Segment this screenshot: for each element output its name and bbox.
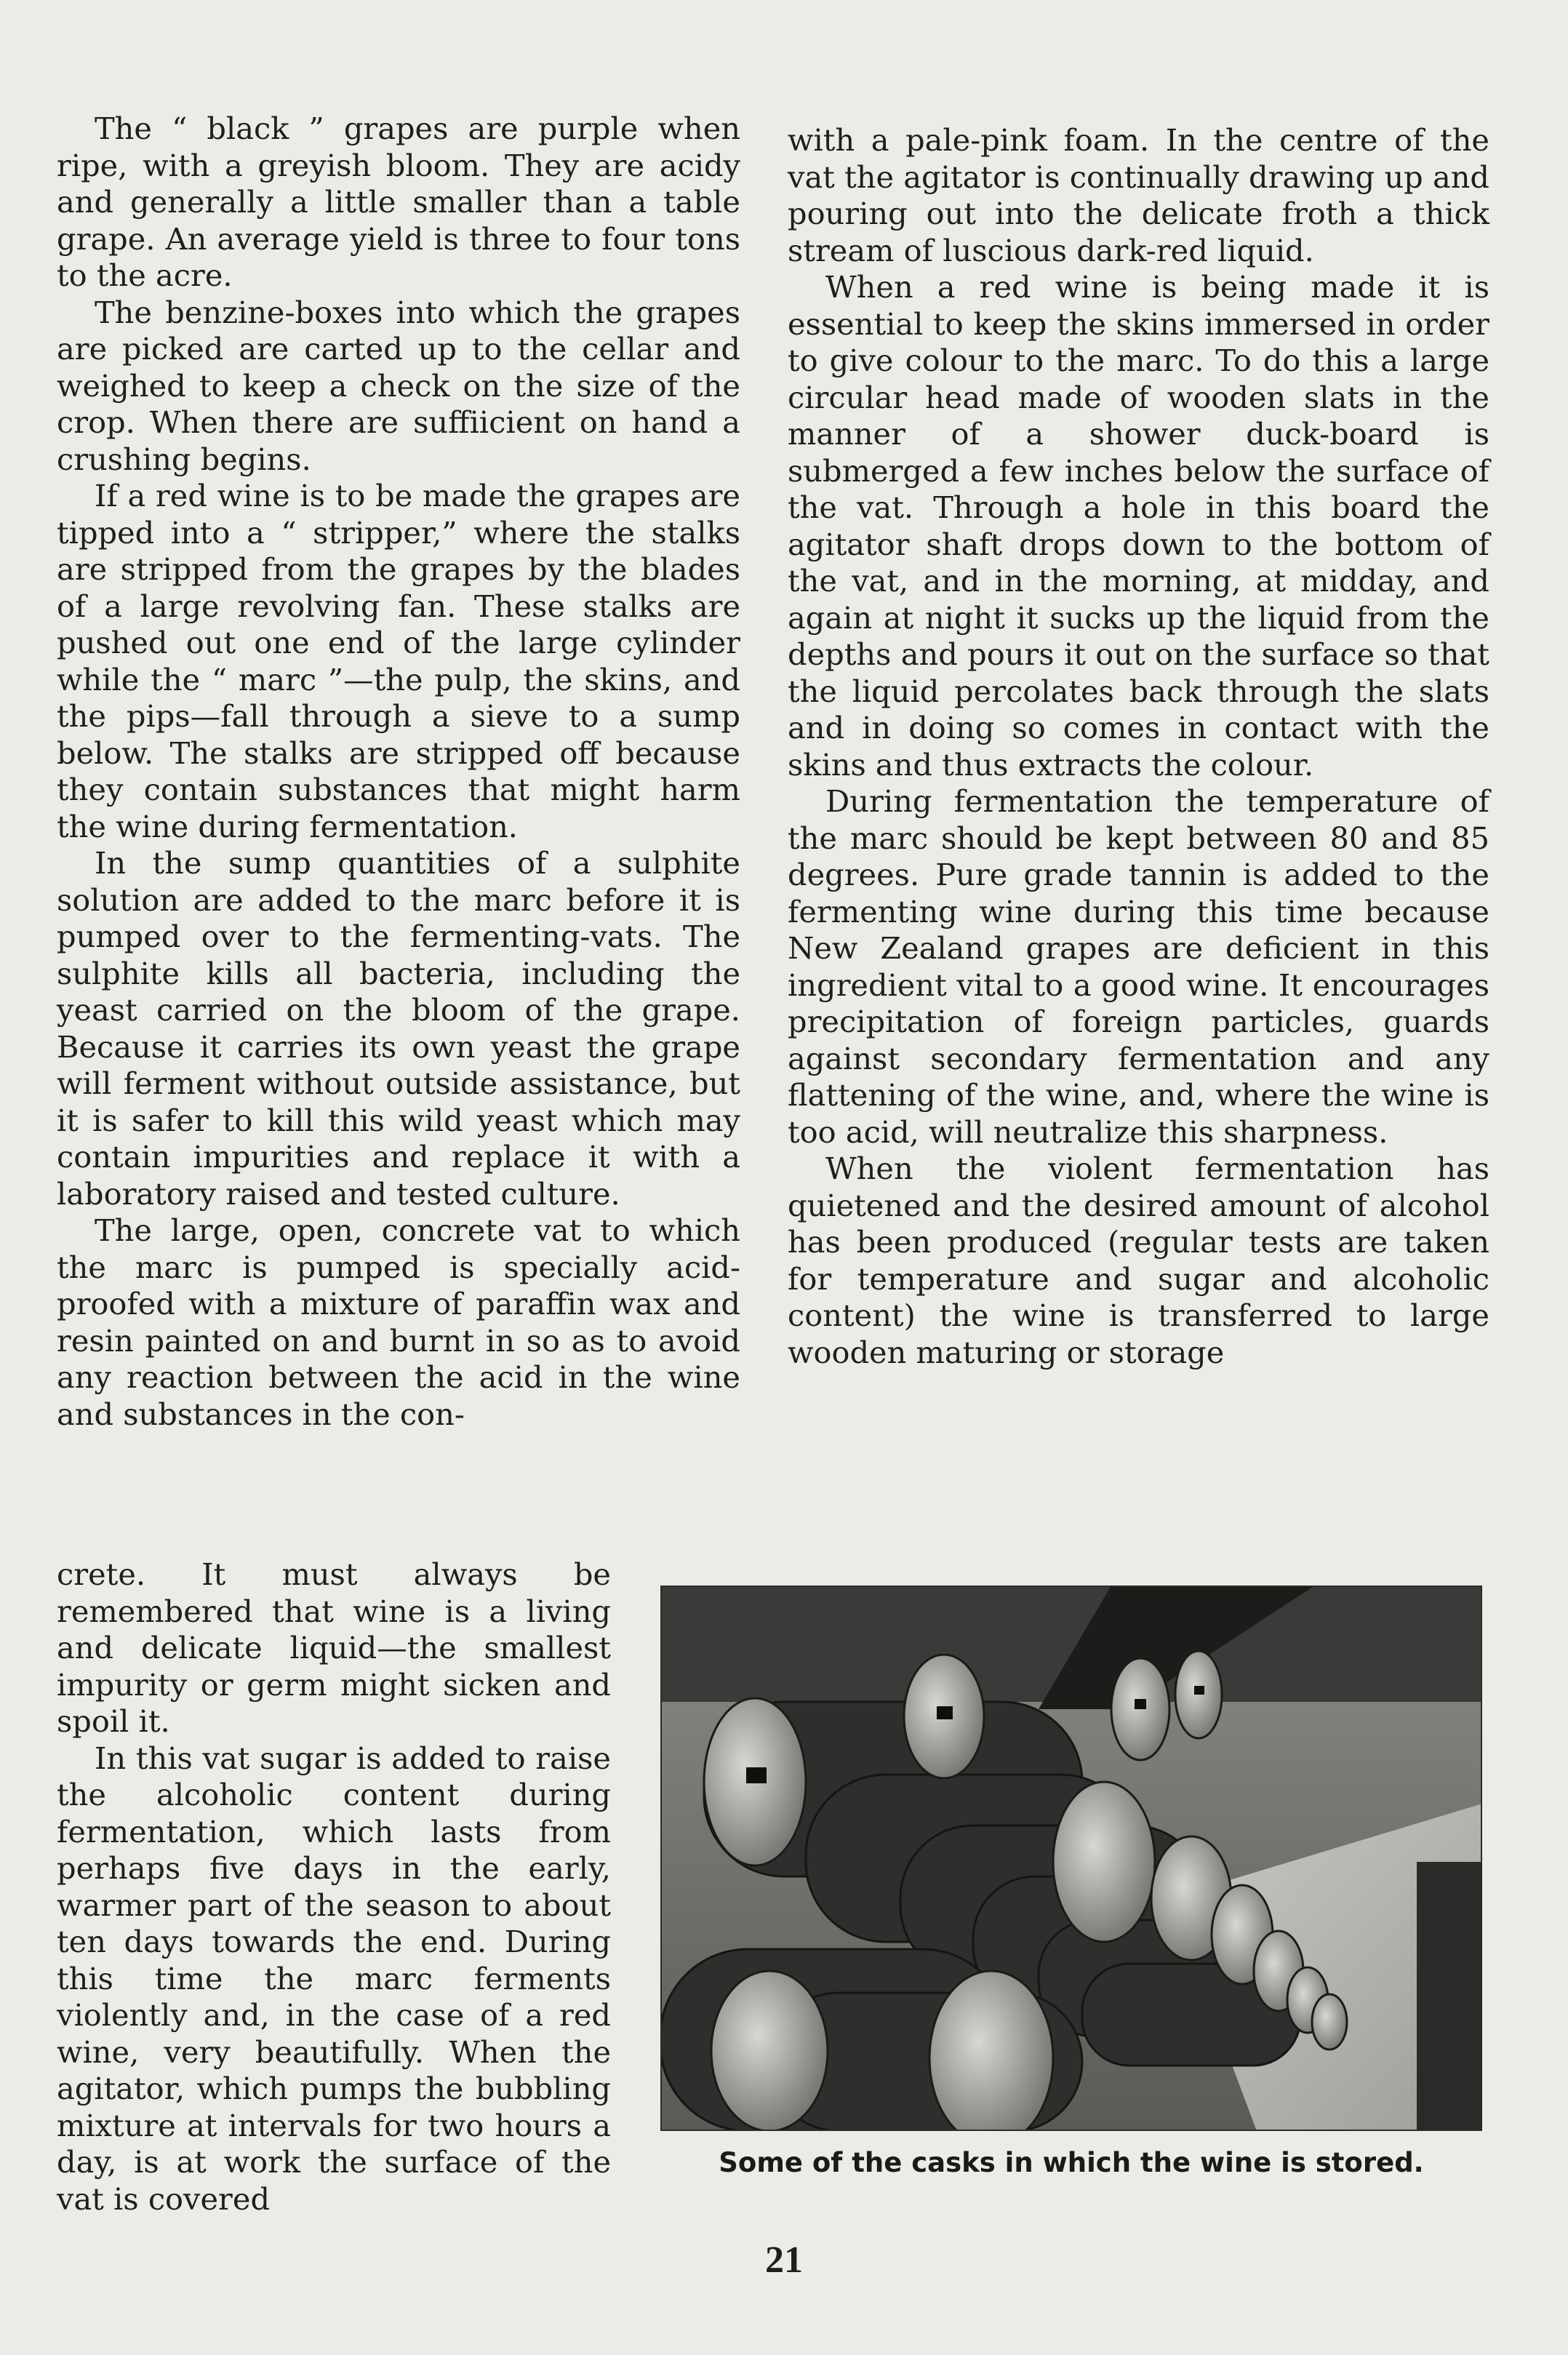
paragraph: with a pale-pink foam. In the centre of the vat the agitator is continually drawing up and pouring out into the delicate froth a thick stream of luscious dark-red liquid. (788, 122, 1489, 268)
paragraph: During fermentation the temperature of the marc should be kept between 80 and 85 degrees. Pure grade tannin is added to the fermenting wine during this time because New Zealand grapes are deficient in this ingredient vital to a good wine. It encourages precipitation of foreign particles, guards against secondary fermentation and any flattening of the wine, and, where the wine is too acid, will neutralize this sharpness. (788, 783, 1489, 1150)
paragraph: In this vat sugar is added to raise the alcoholic content during fermentation, which lasts from perhaps five days in the early, warmer part of the season to about ten days towards the end. During this time the marc ferments violently and, in the case of a red wine, very beautifully. When the agitator, which pumps the bubbling mixture at intervals for two hours a day, is at work the surface of the vat is covered (57, 1740, 611, 2217)
left-column-text (57, 111, 740, 1433)
paragraph: If a red wine is to be made the grapes are tipped into a “ stripper,” where the stalks are stripped from the grapes by the blades of a large revolving fan. These stalks are pushed out one end of the large cylinder while the “ marc ”—the pulp, the skins, and the pips—fall through a sieve to a sump below. The stalks are stripped off because they contain substances that might harm the wine during fermentation. (57, 478, 740, 844)
paragraph: In the sump quantities of a sulphite solution are added to the marc before it is pumped over to the fermenting-vats. The sulphite kills all bacteria, including the yeast carried on the bloom of the grape. Because it carries its own yeast the grape will ferment without outside assistance, but it is safer to kill this wild yeast which may contain impurities and replace it with a laboratory raised and tested culture. (57, 845, 740, 1212)
wine-casks-photo (660, 1586, 1482, 2131)
figure-caption: Some of the casks in which the wine is stored. (719, 2147, 1424, 2178)
paragraph: When the violent fermentation has quietened and the desired amount of alcohol has been produced (regular tests are taken for temperature and sugar and alcoholic content) the wine is transferred to large wooden maturing or storage (788, 1151, 1489, 1370)
page-number: 21 (765, 2239, 803, 2281)
paragraph: The benzine-boxes into which the grapes are picked are carted up to the cellar and weighed to keep a check on the size of the crop. When there are suffiicient on hand a crushing begins. (57, 294, 740, 477)
left-column-lower-text (57, 1556, 611, 2218)
paragraph: crete. It must always be remembered that wine is a living and delicate liquid—the smallest impurity or germ might sicken and spoil it. (57, 1556, 611, 1739)
right-column-text (788, 122, 1489, 1371)
paragraph: The “ black ” grapes are purple when ripe, with a greyish bloom. They are acidy and generally a little smaller than a table grape. An average yield is three to four tons to the acre. (57, 111, 740, 293)
paragraph: When a red wine is being made it is essential to keep the skins immersed in order to give colour to the marc. To do this a large circular head made of wooden slats in the manner of a shower duck-board is submerged a few inches below the surface of the vat. Through a hole in this board the agitator shaft drops down to the bottom of the vat, and in the morning, at midday, and again at night it sucks up the liquid from the depths and pours it out on the surface so that the liquid percolates back through the slats and in doing so comes in contact with the skins and thus extracts the colour. (788, 269, 1489, 783)
paragraph: The large, open, concrete vat to which the marc is pumped is specially acid-proofed with a mixture of paraffin wax and resin painted on and burnt in so as to avoid any reaction between the acid in the wine and substances in the con- (57, 1212, 740, 1432)
